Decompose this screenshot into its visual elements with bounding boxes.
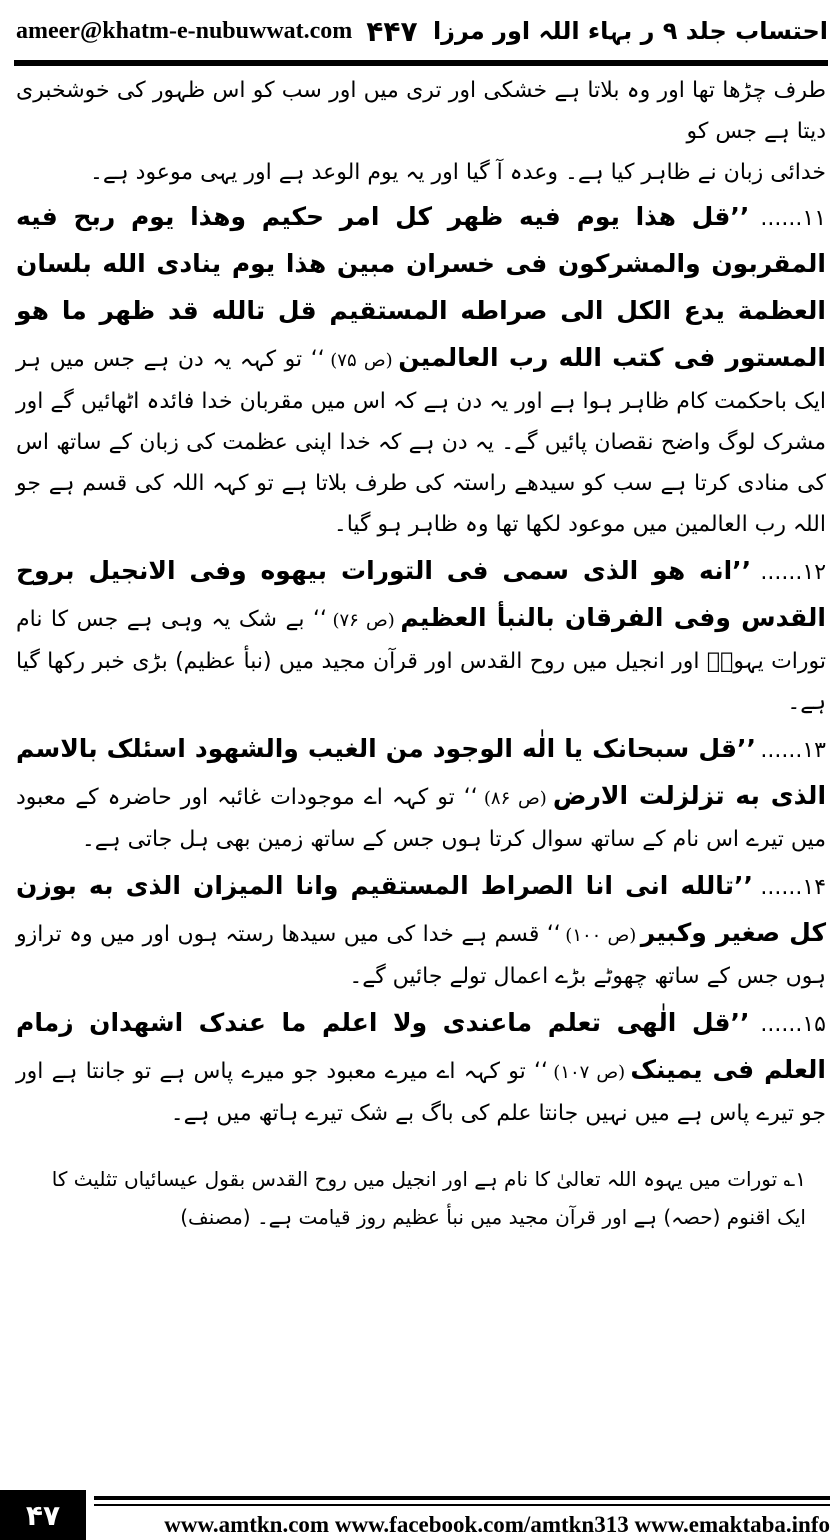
header-left [16,15,418,48]
urdu-translation: ‘‘ قسم ہے خدا کی میں سیدھا رستہ ہوں اور میں وہ ترازو ہوں جس کے ساتھ چھوٹے بڑے اعمال تولے جائیں گے۔ [16,922,826,989]
header-title: احتساب جلد ۹ ر بہاء اللہ اور مرزا [432,17,828,45]
arabic-quote: ’’تالله انی انا الصراط المستقیم وانا المیزان الذی به بوزن کل صغیر وکبیر [16,871,827,947]
footnote-spacer [16,1136,826,1160]
arabic-quote: ’’قل سبحانک یا الٰه الوجود من الغیب والشهود اسئلک بالاسم الذی به تزلزلت الارض [16,734,827,810]
page-reference: (ص ۷۵) [330,350,393,371]
urdu-translation: ‘‘ بے شک یہ وہی ہے جس کا نام تورات یہوہؔ اور انجیل میں روح القدس اور قرآن مجید میں (نبأ عظیم) بڑی خبر رکھا گیا ہے۔ [16,607,826,715]
footer-rule-thin [94,1504,830,1506]
urdu-translation: ‘‘ تو کہہ یہ دن ہے جس میں ہر ایک باحکمت کام ظاہر ہوا ہے اور یہ دن ہے کہ اس میں مقربان خدا فائدہ اٹھائیں گے اور مشرک لوگ واضح نقصان پائیں گے۔ یہ دن ہے کہ خدا اپنی عظمت کی زبان کے ساتھ اس کی منادی کرتا ہے سب کو سیدھے راستہ کی طرف بلاتا ہے تو کہہ اللہ کی قسم ہے جو اللہ رب العالمین میں موعود لکھا تھا وہ ظاہر ہو گیا۔ [16,347,826,537]
entry-12 [16,547,826,723]
intro-line: خدائی زبان نے ظاہر کیا ہے۔ وعدہ آ گیا اور یہ یوم الوعد ہے اور یہی موعود ہے۔ [89,160,826,185]
page-header [16,8,828,54]
page-reference: (ص ۷۶) [332,610,395,631]
entry-number: ۱۵...... [760,1012,826,1037]
urdu-translation: ‘‘ تو کہہ اے میرے معبود جو میرے پاس ہے تو جانتا ہے اور جو تیرے پاس ہے میں نہیں جانتا علم کی باگ بے شک تیرے ہاتھ میں ہے۔ [16,1059,826,1126]
page-reference: (ص ۱۰۷) [553,1062,626,1083]
page-reference: (ص ۱۰۰) [565,925,637,946]
page-body [16,70,826,1236]
arabic-quote: ’’قل الٰهی تعلم ماعندی ولا اعلم ما عندک اشهدان زمام العلم فی یمینک [16,1008,827,1084]
header-email: ameer@khatm-e-nubuwwat.com [16,17,353,44]
entry-number: ۱۳...... [760,738,826,763]
entry-number: ۱۱...... [760,206,827,231]
entry-15 [16,999,826,1134]
entry-number: ۱۴...... [760,875,827,900]
footer-rule [94,1496,830,1500]
arabic-quote: ’’قل هذا يوم فيه ظهر كل امر حكيم وهذا يوم ربح فيه المقربون والمشركون فى خسران مبين هذا يوم ينادى الله بلسان العظمة يدع الكل الى صراطه المستقيم قل تالله قد ظهر ما هو المستور فى كتب الله رب العالمين [16,202,826,372]
footnote-line: ۱؎ تورات میں یہوہ اللہ تعالیٰ کا نام ہے اور انجیل میں روح القدس بقول عیسائیاں تثلیث کا [51,1167,806,1191]
page-footer [0,1490,830,1540]
header-page-number: ۴۴۷ [366,14,418,48]
entry-number: ۱۲...... [760,560,827,585]
page-reference: (ص ۸۶) [483,788,547,809]
footer-urls: www.amtkn.com www.facebook.com/amtkn313 www.emaktaba.info [164,1512,830,1537]
entry-14 [16,862,826,997]
header-rule [14,60,828,66]
entry-13 [16,725,826,860]
urdu-translation: ‘‘ تو کہہ اے موجودات غائبہ اور حاضرہ کے معبود میں تیرے اس نام کے ساتھ سوال کرتا ہوں جس کے ساتھ زمین بھی ہل جاتی ہے۔ [16,785,826,852]
footnote-line: ایک اقنوم (حصہ) ہے اور قرآن مجید میں نبأ عظیم روز قیامت ہے۔ (مصنف) [180,1205,806,1229]
footer-page-number: ۴۷ [0,1490,86,1540]
arabic-quote: ’’انه هو الذى سمى فى التورات بيهوه وفى الانجيل بروح القدس وفى الفرقان بالنبأ العظيم [16,556,826,632]
entry-11 [16,193,826,545]
intro-line: طرف چڑھا تھا اور وہ بلاتا ہے خشکی اور تری میں اور سب کو اس ظہور کی خوشخبری دیتا ہے جس کو [16,78,826,144]
footnote [16,1160,826,1236]
